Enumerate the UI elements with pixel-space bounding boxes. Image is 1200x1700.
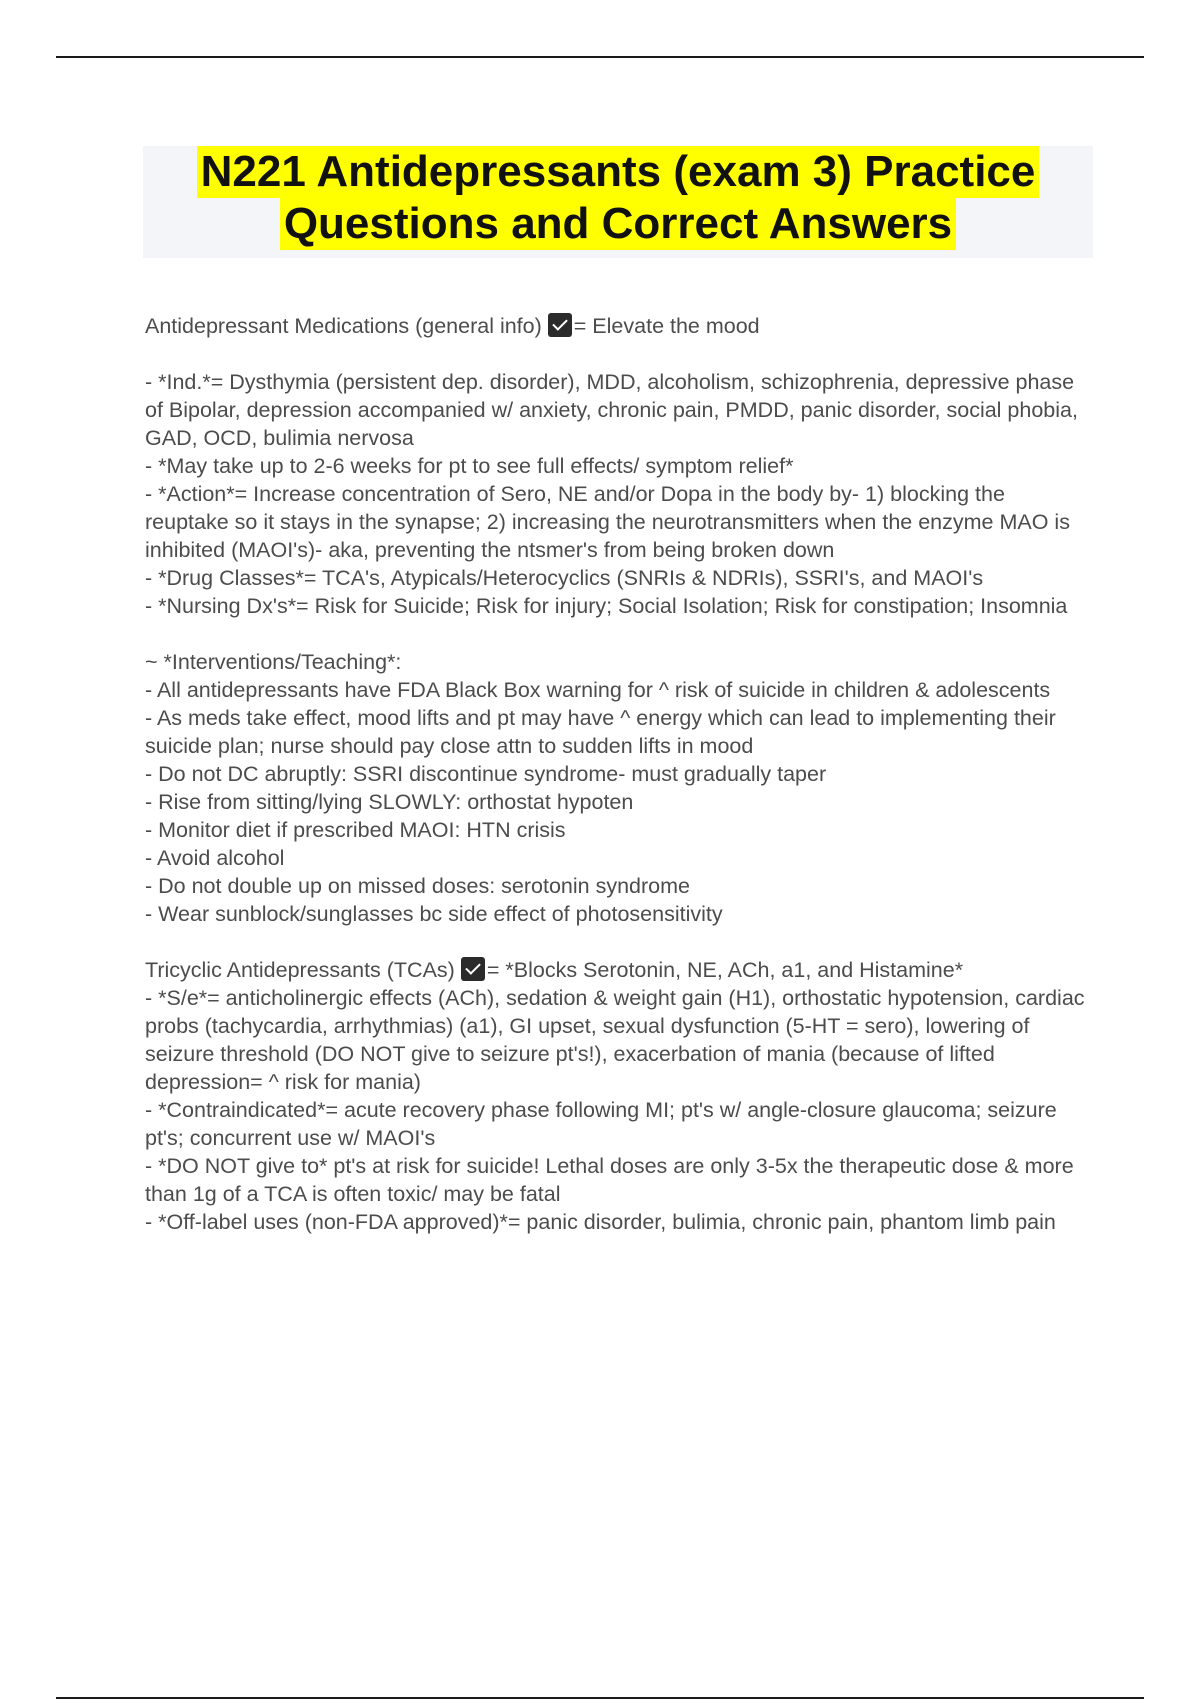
answer-text: = Elevate the mood bbox=[573, 314, 760, 338]
answer-line: - *Action*= Increase concentration of Sero, NE and/or Dopa in the body by- 1) blocking the reuptake so it stays in the synapse; 2) increasing the neurotransmitters when the enzyme MAO is inhibited (MAOI's)- aka, preventing the ntsmer's from being broken down bbox=[145, 482, 1070, 562]
document-title bbox=[143, 146, 1093, 258]
bottom-rule bbox=[56, 1697, 1144, 1699]
answer-line: - *Drug Classes*= TCA's, Atypicals/Heterocyclics (SNRIs & NDRIs), SSRI's, and MAOI's bbox=[145, 566, 984, 590]
answer-line: - *Contraindicated*= acute recovery phase following MI; pt's w/ angle-closure glaucoma; seizure pt's; concurrent use w/ MAOI's bbox=[145, 1098, 1057, 1150]
intervention-item: - Do not DC abruptly: SSRI discontinue syndrome- must gradually taper bbox=[145, 762, 827, 786]
answer-line: - *Nursing Dx's*= Risk for Suicide; Risk for injury; Social Isolation; Risk for constipation; Insomnia bbox=[145, 594, 1068, 618]
answer-line: - *May take up to 2-6 weeks for pt to see full effects/ symptom relief* bbox=[145, 454, 794, 478]
qa-heading-2 bbox=[145, 956, 1090, 984]
intervention-item: - Monitor diet if prescribed MAOI: HTN crisis bbox=[145, 818, 566, 842]
checkbox-checked-icon bbox=[548, 313, 572, 337]
answer-line: - *DO NOT give to* pt's at risk for suicide! Lethal doses are only 3-5x the therapeutic dose & more than 1g of a TCA is often toxic/ may be fatal bbox=[145, 1154, 1074, 1206]
answer-line: - *S/e*= anticholinergic effects (ACh), sedation & weight gain (H1), orthostatic hypotension, cardiac probs (tachycardia, arrhythmias) (a1), GI upset, sexual dysfunction (5-HT = sero), lowering of seizure threshold (DO NOT give to seizure pt's!), exacerbation of mania (because of lifted depression= ^ risk for mania) bbox=[145, 986, 1085, 1094]
question-text: Tricyclic Antidepressants (TCAs) bbox=[145, 958, 455, 982]
intervention-item: - Do not double up on missed doses: serotonin syndrome bbox=[145, 874, 690, 898]
intervention-item: - Rise from sitting/lying SLOWLY: orthostat hypoten bbox=[145, 790, 634, 814]
checkbox-checked-icon bbox=[461, 957, 485, 981]
answer-line: - *Off-label uses (non-FDA approved)*= panic disorder, bulimia, chronic pain, phantom limb pain bbox=[145, 1210, 1056, 1234]
qa-heading-1 bbox=[145, 312, 1090, 340]
intervention-item: - Avoid alcohol bbox=[145, 846, 285, 870]
intervention-item: - All antidepressants have FDA Black Box warning for ^ risk of suicide in children & adolescents bbox=[145, 678, 1051, 702]
interventions-heading: ~ *Interventions/Teaching*: bbox=[145, 650, 402, 674]
answer-text: = *Blocks Serotonin, NE, ACh, a1, and Histamine* bbox=[486, 958, 964, 982]
intervention-item: - Wear sunblock/sunglasses bc side effect of photosensitivity bbox=[145, 902, 723, 926]
intervention-item: - As meds take effect, mood lifts and pt may have ^ energy which can lead to implementing their suicide plan; nurse should pay close attn to sudden lifts in mood bbox=[145, 706, 1056, 758]
title-line-1: N221 Antidepressants (exam 3) Practice bbox=[197, 146, 1040, 198]
question-text: Antidepressant Medications (general info) bbox=[145, 314, 542, 338]
top-rule bbox=[56, 56, 1144, 58]
document-body bbox=[145, 312, 1090, 1236]
title-line-2: Questions and Correct Answers bbox=[280, 198, 956, 250]
answer-line: - *Ind.*= Dysthymia (persistent dep. disorder), MDD, alcoholism, schizophrenia, depressive phase of Bipolar, depression accompanied w/ anxiety, chronic pain, PMDD, panic disorder, social phobia, GAD, OCD, bulimia nervosa bbox=[145, 370, 1078, 450]
